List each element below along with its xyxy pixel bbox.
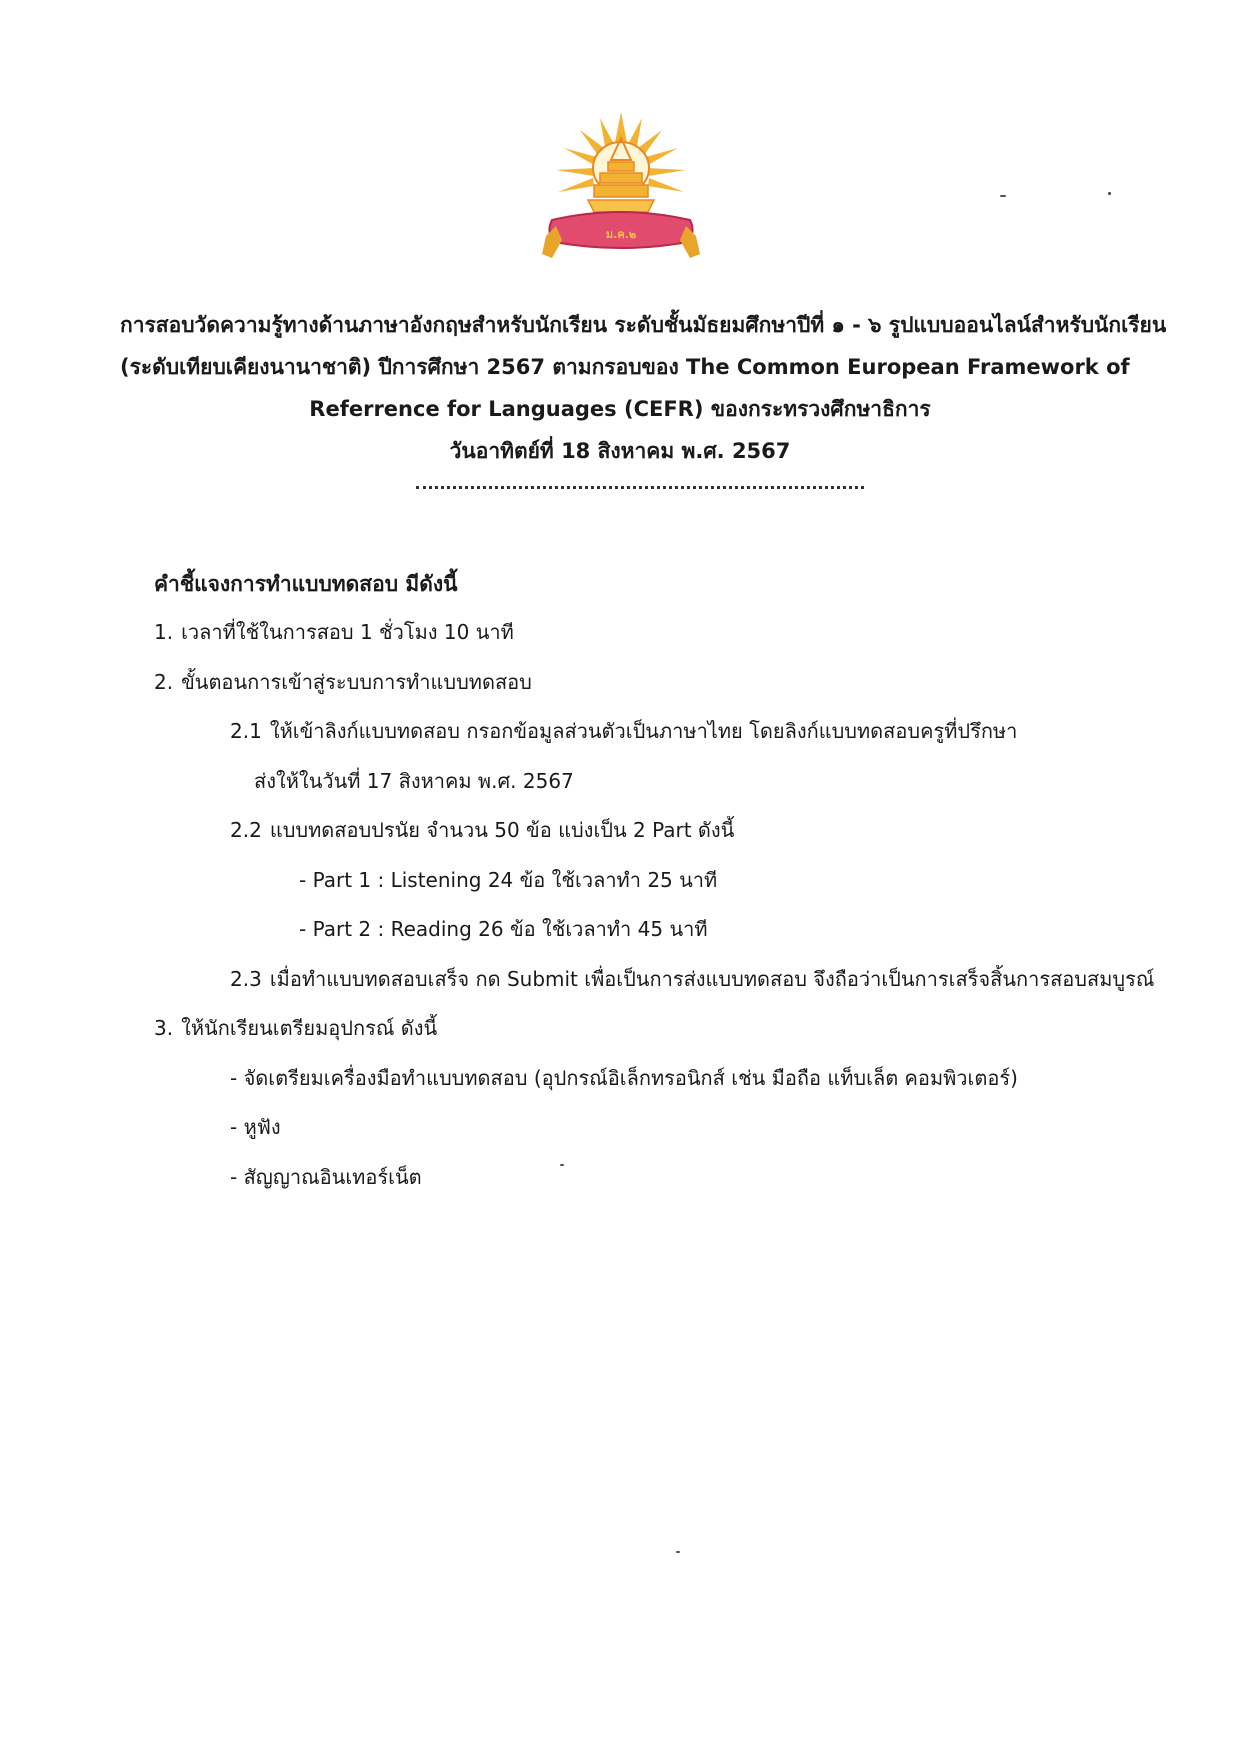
- emblem-cushion: [549, 212, 692, 248]
- svg-text:ม.ค.๒: ม.ค.๒: [605, 228, 637, 241]
- equipment-item-headphones: - หูฟัง: [230, 1115, 281, 1139]
- sub-item-text: เมื่อทำแบบทดสอบเสร็จ กด Submit เพื่อเป็นการส่งแบบทดสอบ จึงถือว่าเป็นการเสร็จสิ้นการสอบสมบูรณ์: [269, 966, 1155, 991]
- sub-item-text: ให้เข้าลิงก์แบบทดสอบ กรอกข้อมูลส่วนตัวเป็นภาษาไทย โดยลิงก์แบบทดสอบครูที่ปรึกษา: [269, 719, 1018, 743]
- equipment-item-device: - จัดเตรียมเครื่องมือทำแบบทดสอบ (อุปกรณ์อิเล็กทรอนิกส์ เช่น มือถือ แท็บเล็ต คอมพิวเตอร์): [230, 1065, 1018, 1090]
- part-1-item: - Part 1 : Listening 24 ข้อ ใช้เวลาทำ 25 นาที: [299, 867, 718, 892]
- list-item-text: เวลาที่ใช้ในการสอบ 1 ชั่วโมง 10 นาที: [181, 620, 514, 644]
- list-number: 2.: [154, 669, 174, 694]
- sub-number: 2.1: [230, 719, 262, 743]
- school-emblem-logo: [538, 108, 704, 264]
- instructions-heading: คำชี้แจงการทำแบบทดสอบ มีดังนี้: [154, 572, 458, 596]
- equipment-item-internet: - สัญญาณอินเทอร์เน็ต: [230, 1164, 422, 1189]
- list-item-text: ให้นักเรียนเตรียมอุปกรณ์ ดังนี้: [181, 1016, 438, 1040]
- sub-number: 2.3: [230, 966, 262, 991]
- list-item-1: [154, 608, 1134, 658]
- sub-item-2-3: [154, 955, 1155, 1005]
- title-line-2: (ระดับเทียบเคียงนานาชาติ) ปีการศึกษา 2567 ตามกรอบของ The Common European Framework of: [120, 355, 1130, 379]
- list-item-text: ขั้นตอนการเข้าสู่ระบบการทำแบบทดสอบ: [181, 669, 532, 694]
- instructions-section: [154, 560, 1155, 1202]
- sub-item-2-2: [154, 806, 1134, 856]
- document-title: [120, 304, 1167, 472]
- dotted-divider: [416, 486, 864, 489]
- sub-number: 2.2: [230, 818, 262, 842]
- title-line-1: การสอบวัดความรู้ทางด้านภาษาอังกฤษสำหรับนักเรียน ระดับชั้นมัธยมศึกษาปีที่ ๑ - ๖ รูปแบบออนไลน์สำหรับนักเรียน: [120, 313, 1167, 337]
- list-item-3: [154, 1004, 1134, 1054]
- sub-item-2-1: [154, 707, 1134, 757]
- title-date-line: วันอาทิตย์ที่ 18 สิงหาคม พ.ศ. 2567: [449, 439, 791, 463]
- scan-speck: [676, 1551, 680, 1553]
- scan-speck: [1000, 195, 1006, 197]
- scan-speck: [1108, 192, 1111, 195]
- list-number: 3.: [154, 1016, 174, 1040]
- sub-item-2-1-continuation: ส่งให้ในวันที่ 17 สิงหาคม พ.ศ. 2567: [254, 768, 574, 793]
- scan-speck: [560, 1164, 564, 1166]
- part-2-item: - Part 2 : Reading 26 ข้อ ใช้เวลาทำ 45 นาที: [299, 917, 708, 941]
- list-number: 1.: [154, 620, 174, 644]
- sub-item-text: แบบทดสอบปรนัย จำนวน 50 ข้อ แบ่งเป็น 2 Part ดังนี้: [269, 818, 735, 842]
- list-item-2: [154, 658, 1134, 708]
- title-line-3: Referrence for Languages (CEFR) ของกระทรวงศึกษาธิการ: [309, 397, 931, 421]
